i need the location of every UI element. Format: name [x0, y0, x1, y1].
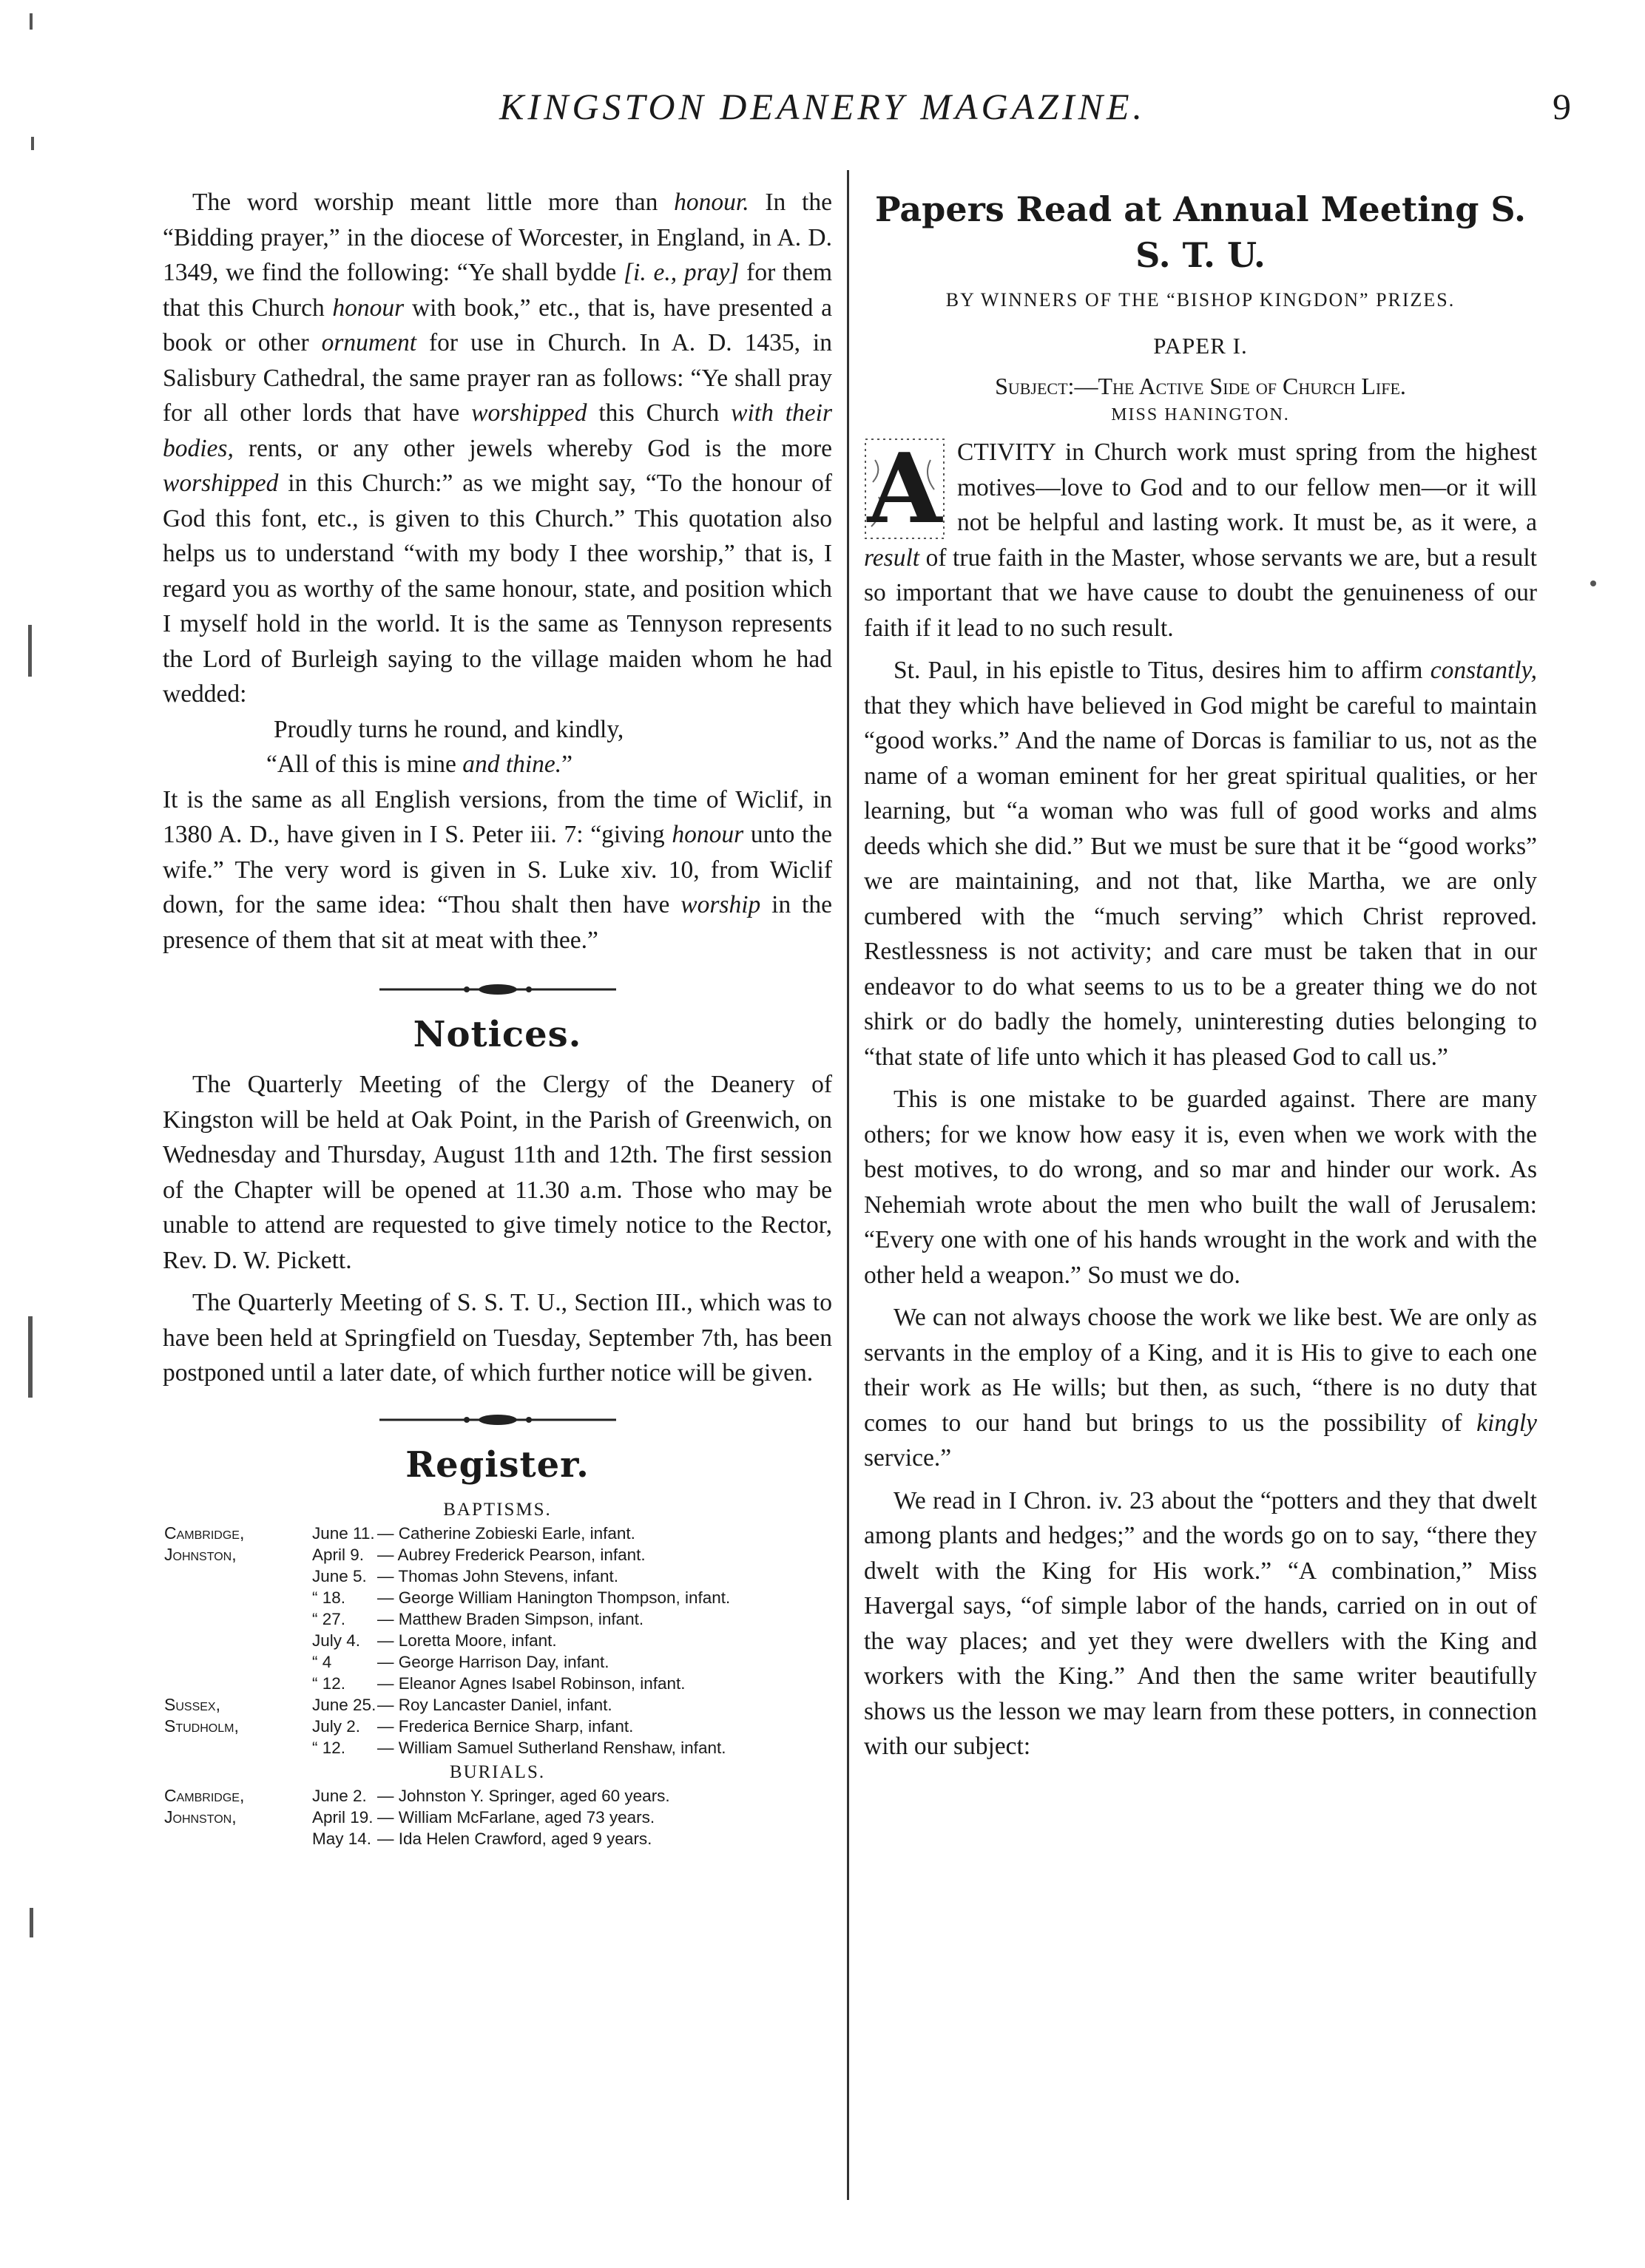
register-name: — Frederica Bernice Sharp, infant. — [377, 1716, 634, 1736]
register-entry — [164, 1737, 832, 1758]
register-date: “ 18. — [312, 1588, 346, 1607]
scan-mark — [28, 625, 32, 677]
register-date: June 11. — [312, 1523, 375, 1543]
register-entry — [164, 1565, 832, 1587]
scan-mark — [30, 13, 33, 30]
worship-paragraph: The word worship meant little more than honour. In the “Bidding prayer,” in the diocese of Worcester, in England, in A. D. 1349, we find the following: “Ye shall bydde [i. e., pray] for them that this Church honour with book,” etc., that is, have presented a book or other ornument for use in Church. In A. D. 1435, in Salisbury Cathedral, the same prayer ran as follows: “Ye shall pray for all other lords that have worshipped this Church with their bodies, rents, or any other jewels whereby God is the more worshipped in this Church:” as we might say, “To the honour of God this font, etc., is given to this Church.” This quotation also helps us to understand “with my body I thee worship,” that is, I regard you as worthy of the same honour, state, and position which I myself hold in the world. It is the same as Tennyson represents the Lord of Burleigh saying to the village maiden whom he had wedded: — [163, 189, 833, 708]
notices-heading: Notices. — [413, 1014, 582, 1055]
scan-mark — [31, 137, 34, 150]
register-place — [164, 1630, 312, 1651]
page-header — [0, 85, 1645, 137]
burials-list — [164, 1785, 832, 1849]
register-date: “ 12. — [312, 1738, 346, 1757]
register-name: — George William Hanington Thompson, infant. — [377, 1588, 731, 1607]
register-place: Johnston, — [164, 1544, 237, 1564]
paper-subject: Subject:—The Active Side of Church Life. — [995, 373, 1406, 399]
register-entry — [164, 1716, 832, 1737]
left-column — [163, 185, 832, 1849]
running-title: KINGSTON DEANERY MAGAZINE. — [499, 86, 1146, 127]
potters-paragraph: We read in I Chron. iv. 23 about the “potters and they that dwelt among plants and hedges;” and the words go on to say, “there they dwelt with the King for His work.” “A combination,” Miss Havergal says, “of simple labor of the hands, carried on in out of the way places; and yet they were dwellers with the King and workers with the King.” And then the same writer beautifully shows us the lesson we may learn from these potters, in connection with our subject: — [864, 1486, 1537, 1760]
register-name: — William Samuel Sutherland Renshaw, infant. — [377, 1738, 726, 1757]
register-name: — Thomas John Stevens, infant. — [377, 1566, 619, 1585]
register-name: — Roy Lancaster Daniel, infant. — [377, 1695, 612, 1714]
register-name: — Ida Helen Crawford, aged 9 years. — [377, 1829, 652, 1848]
register-entry — [164, 1630, 832, 1651]
register-entry — [164, 1828, 832, 1849]
register-date: “ 27. — [312, 1609, 346, 1628]
register-place: Johnston, — [164, 1807, 237, 1827]
register-date: April 19. — [312, 1807, 374, 1827]
register-date: June 5. — [312, 1566, 367, 1585]
baptisms-list — [164, 1523, 832, 1758]
register-name: — William McFarlane, aged 73 years. — [377, 1807, 655, 1827]
register-entry — [164, 1785, 832, 1807]
scan-mark — [1590, 580, 1596, 586]
register-place — [164, 1737, 312, 1758]
register-date: June 2. — [312, 1786, 367, 1805]
right-column — [864, 185, 1537, 1764]
register-name: — Johnston Y. Springer, aged 60 years. — [377, 1786, 670, 1805]
register-name: — Catherine Zobieski Earle, infant. — [377, 1523, 635, 1543]
register-entry — [164, 1544, 832, 1565]
poem-line: “All of this is mine and thine.” — [266, 751, 573, 778]
register-date: July 4. — [312, 1631, 361, 1650]
titus-paragraph: St. Paul, in his epistle to Titus, desires him to affirm constantly, that they which have believed in God might be careful to maintain “good works.” And the name of Dorcas is familiar to us, not as the name of a woman eminent for her great spiritual qualities, or her learning, but “a woman who was full of good works and alms deeds which she did.” But we must be sure that it be “good works” we are maintaining, and not that, like Martha, we are only cumbered with the “much serving” which Christ reproved. Restlessness is not activity; and care must be taken that in our endeavor to do what seems to us to be a greater thing we do not shirk or do badly the homely, uninteresting duties belonging to “that state of life unto which it has pleased God to call us.” — [864, 657, 1537, 1071]
paper-number: PAPER I. — [1153, 333, 1248, 359]
burials-heading: BURIALS. — [449, 1761, 546, 1782]
register-entry — [164, 1587, 832, 1608]
activity-paragraph: CTIVITY in Church work must spring from the highest motives—love to God and to our fellow men—or it will not be helpful and lasting work. It must be, as it were, a result of true faith in the Master, whose servants we are, but a result so important that we have cause to doubt the genuineness of our faith if it lead to no such result. — [864, 439, 1537, 642]
register-name: — George Harrison Day, infant. — [377, 1652, 609, 1671]
mistake-paragraph: This is one mistake to be guarded against. There are many others; for we know how easy it is, even when we work with the best motives, to do wrong, and so mar and hinder our work. As Nehemiah wrote about the men who built the wall of Jerusalem: “Every one with one of his hands wrought in the work and with the other held a weapon.” So must we do. — [864, 1086, 1537, 1289]
papers-heading: Papers Read at Annual Meeting S. S. T. U. — [875, 189, 1526, 275]
register-name: — Matthew Braden Simpson, infant. — [377, 1609, 644, 1628]
register-place — [164, 1828, 312, 1849]
register-name: — Aubrey Frederick Pearson, infant. — [377, 1545, 646, 1564]
register-place — [164, 1673, 312, 1694]
register-place: Cambridge, — [164, 1523, 245, 1543]
servants-paragraph: We can not always choose the work we like best. We are only as servants in the employ of a King, and it is His to give to each one their work as He wills; but then, as such, “there is no duty that comes to our hand but brings to us the possibility of kingly service.” — [864, 1304, 1537, 1472]
page-number: 9 — [1553, 86, 1571, 127]
register-place — [164, 1565, 312, 1587]
register-date: July 2. — [312, 1716, 361, 1736]
register-place: Sussex, — [164, 1694, 220, 1714]
section-ornament — [163, 1407, 832, 1432]
register-date: “ 4 — [312, 1652, 332, 1671]
register-date: “ 12. — [312, 1673, 346, 1693]
baptisms-heading: BAPTISMS. — [443, 1499, 552, 1520]
poem-line: Proudly turns he round, and kindly, — [274, 715, 624, 743]
notice-sstu-meeting: The Quarterly Meeting of S. S. T. U., Section III., which was to have been held at Springfield on Tuesday, September 7th, has been postponed until a later date, of which further notice will be given. — [163, 1289, 832, 1387]
opening-paragraph-wrap — [864, 432, 1537, 646]
register-date: May 14. — [312, 1829, 372, 1848]
english-versions-paragraph: It is the same as all English versions, from the time of Wiclif, in 1380 A. D., have given in I S. Peter iii. 7: “giving honour unto the wife.” The very word is given in S. Luke xiv. 10, from Wiclif down, for the same idea: “Thou shalt then have worship in the presence of them that sit at meat with thee.” — [163, 785, 832, 954]
register-name: — Eleanor Agnes Isabel Robinson, infant. — [377, 1673, 686, 1693]
register-entry — [164, 1673, 832, 1694]
paper-author: MISS HANINGTON. — [1111, 405, 1290, 424]
drop-cap: A — [864, 438, 945, 540]
register-entry — [164, 1523, 832, 1544]
register-name: — Loretta Moore, infant. — [377, 1631, 557, 1650]
register-entry — [164, 1694, 832, 1716]
register-entry — [164, 1651, 832, 1673]
section-ornament — [163, 977, 832, 1002]
register-entry — [164, 1608, 832, 1630]
register-place — [164, 1651, 312, 1673]
register-place — [164, 1587, 312, 1608]
register-place: Studholm, — [164, 1716, 239, 1736]
register-place — [164, 1608, 312, 1630]
register-heading: Register. — [405, 1443, 590, 1486]
papers-byline: BY WINNERS OF THE “BISHOP KINGDON” PRIZES. — [945, 289, 1456, 311]
tennyson-quote — [266, 712, 832, 782]
register-date: June 25. — [312, 1695, 376, 1714]
register-entry — [164, 1807, 832, 1828]
register-place: Cambridge, — [164, 1785, 245, 1805]
scan-mark — [28, 1316, 33, 1398]
register-date: April 9. — [312, 1545, 365, 1564]
notice-clergy-meeting: The Quarterly Meeting of the Clergy of the Deanery of Kingston will be held at Oak Point, in the Parish of Greenwich, on Wednesday and Thursday, August 11th and 12th. The first session of the Chapter will be opened at 11.30 a.m. Those who may be unable to attend are requested to give timely notice to the Rector, Rev. D. W. Pickett. — [163, 1071, 832, 1274]
scan-mark — [30, 1908, 33, 1937]
column-rule — [847, 170, 849, 2200]
